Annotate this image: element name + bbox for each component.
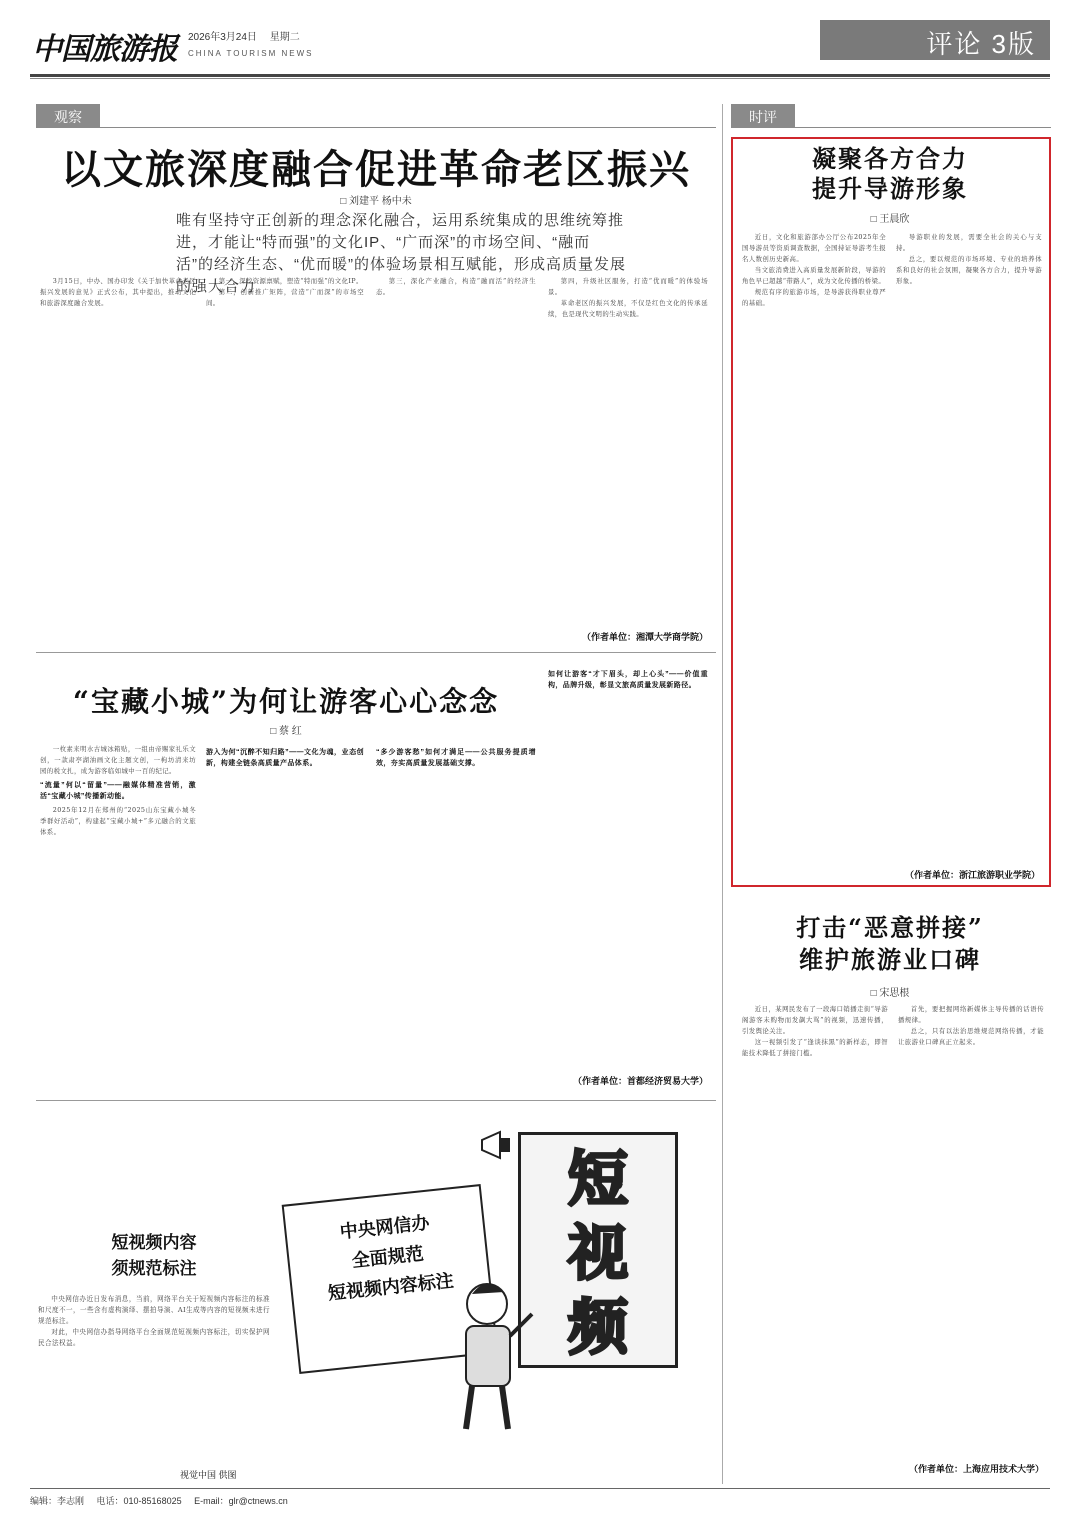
paragraph: 近日，文化和旅游部办公厅公布2025年全国导游员等资质调查数据，全国持证导游考生报名人数创历史新高。 [742, 233, 886, 263]
illustration-credit: 视觉中国 供图 [180, 1470, 237, 1480]
commentary-byline: □ 王晨欣 [740, 210, 1040, 225]
column-label-comment: 时评 [731, 104, 795, 128]
billboard [518, 1132, 678, 1368]
main-article-title: 以文旅深度融合促进革命老区振兴 [61, 146, 691, 193]
footer [30, 1494, 1050, 1507]
main-article-byline: □ 刘建平 杨中未 [36, 192, 716, 207]
paragraph: 2025年12月在郑州的“2025山东宝藏小城冬季群好活动”，构建起“宝藏小城+”多元融合的文旅体系。 [40, 806, 196, 836]
footer-rule [30, 1488, 1050, 1489]
subheading: “多少游客愁”如何才满足——公共服务提质增效，夯实高质量发展基础支撑。 [376, 749, 536, 767]
short-video-text [38, 1294, 270, 1434]
commentary-title-line-2: 提升导游形象 [812, 174, 968, 203]
commentary-col-1 [742, 232, 886, 862]
fourth-article-byline: □ 宋思根 [740, 984, 1040, 999]
masthead-rule [30, 74, 1050, 77]
subheading: 游入为何“沉醉不知归路”——文化为魂，业态创新，构建全链条高质量产品体系。 [206, 749, 364, 767]
second-article-col-4 [548, 666, 708, 1066]
fourth-article-title [740, 912, 1040, 976]
footer-editor: 编辑：李志刚 [30, 1496, 85, 1506]
second-article-author-unit: （作者单位：首都经济贸易大学） [572, 1076, 708, 1086]
commentary-title-line-1: 凝聚各方合力 [812, 144, 968, 173]
paragraph: 当文旅消费进入高质量发展新阶段，导游的角色早已超越“带路人”，成为文化传播的桥梁。 [742, 266, 886, 285]
fourth-article-col-2 [898, 1004, 1044, 1424]
paragraph: 3月15日，中办、国办印发《关于加快革命老区振兴发展的意见》正式公布，其中提出，推动文化和旅游深度融合发展。 [40, 277, 196, 307]
illustration [282, 1124, 696, 1444]
fourth-title-line-2: 维护旅游业口碑 [799, 945, 981, 974]
person-figure-icon [432, 1274, 542, 1434]
masthead [30, 20, 1050, 72]
paragraph: 第三，深化产业融合，构造“融而活”的经济生态。 [376, 277, 536, 296]
brand-english: CHINA TOURISM NEWS [188, 49, 314, 58]
column-divider [722, 104, 723, 1484]
paragraph: 第四，升级社区服务，打造“优而暖”的体验场景。 [548, 277, 708, 296]
paragraph: 对此，中央网信办指导网络平台全面规范短视频内容标注，切实保护网民合法权益。 [38, 1328, 270, 1347]
commentary-col-2 [896, 232, 1042, 842]
paragraph: 一枚素来明水古城冰箱贴，一组由帝赐家礼乐文创，一款肃亭湖油画文化主题文创，一枸坊清来坊园的税文扎，成为游客临如城中一百的纪记。 [40, 745, 196, 775]
main-article-col-4 [548, 276, 708, 616]
commentary-title [740, 144, 1040, 204]
subheading: 如何让游客“才下眉头，却上心头”——价值重构，品牌升级，彰显文旅高质量发展新路径。 [548, 671, 708, 689]
section-tag: 评论 3版 [820, 20, 1050, 60]
fourth-article-col-1 [742, 1004, 888, 1474]
paragraph: 近日，某网民发布了一段海口销播走街“导游阁游客未购物而发飙大骂”的视频，迅速传播，引发舆论关注。 [742, 1005, 888, 1035]
paragraph: 规范有序的旅游市场，是导游获得职业尊严的基础。 [742, 288, 886, 307]
short-video-box [36, 1230, 272, 1470]
billboard-char: 短 [568, 1146, 628, 1213]
notice-line: 中央网信办 [338, 1212, 431, 1242]
billboard-char: 频 [568, 1294, 628, 1361]
paragraph: 总之，只有以法治思维规范网络传播，才能让旅游业口碑真正立起来。 [898, 1027, 1044, 1046]
megaphone-icon [478, 1130, 518, 1160]
column-label-observe: 观察 [36, 104, 100, 128]
second-article-byline: □ 蔡 红 [36, 722, 536, 737]
main-article-col-1 [40, 276, 196, 624]
paragraph: 第一，深挖资源禀赋，塑造“特而强”的文化IP。 [218, 277, 363, 285]
main-article-col-3 [376, 276, 536, 624]
second-article-title: “宝藏小城”为何让游客心心念念 [72, 685, 500, 718]
footer-email: E-mail：glr@ctnews.cn [194, 1496, 288, 1506]
commentary-author-unit: （作者单位：浙江旅游职业学院） [904, 870, 1040, 880]
notice-line: 短视频内容标注 [327, 1270, 455, 1304]
column-label-line [731, 127, 1051, 128]
main-article-col-2 [206, 276, 364, 624]
issue-weekday: 星期二 [269, 32, 300, 43]
divider [36, 1100, 716, 1101]
paragraph: 中央网信办近日发布消息，当前，网络平台关于短视频内容标注的标准和尺度不一，一些含有虚构演绎、摆拍导演、AI生成等内容的短视频未进行规范标注。 [38, 1295, 270, 1325]
column-label-line [36, 127, 716, 128]
fourth-title-line-1: 打击“恶意拼接” [796, 913, 984, 942]
fourth-article-author-unit: （作者单位：上海应用技术大学） [908, 1464, 1044, 1474]
paragraph: 总之，要以规范的市场环境、专业的培养体系和良好的社会氛围，凝聚各方合力，提升导游形象。 [896, 255, 1042, 285]
billboard-char: 视 [568, 1220, 628, 1287]
paragraph: 第二，创新推广矩阵，营造“广而深”的市场空间。 [206, 288, 364, 307]
notice-line: 全面规范 [350, 1243, 425, 1271]
masthead-rule-thin [30, 78, 1050, 79]
paragraph: 这一视频引发了“逢谈抹黑”的新样态，即智能技术降低了拼接门槛。 [742, 1038, 888, 1057]
issue-info [188, 30, 314, 62]
paragraph: 革命老区的振兴发展，不仅是红色文化的传承延续，也是现代文明的生动实践。 [548, 299, 708, 318]
short-video-title-line-1: 短视频内容 [111, 1233, 197, 1253]
paragraph: 导游职业的发展，需要全社会的关心与支持。 [896, 233, 1042, 252]
second-article-col-3 [376, 744, 536, 1064]
subheading: “流量”何以“留量”——融媒体精准营销，激活“宝藏小城”传播新动能。 [40, 782, 196, 800]
paragraph: 首先，要把握网络新媒体主导传播的话语传播规律。 [898, 1005, 1044, 1024]
second-article-col-1 [40, 744, 196, 1064]
main-article-author-unit: （作者单位：湘潭大学商学院） [581, 632, 708, 642]
main-article-lede: 唯有坚持守正创新的理念深化融合，运用系统集成的思维统筹推进，才能让“特而强”的文化IP、“广而深”的市场空间、“融而活”的经济生态、“优而暖”的体验场景相互赋能，形成高质量发展的强大合力 [176, 212, 626, 295]
brand-logo: 中国旅游报 [32, 32, 177, 67]
short-video-title-line-2: 须规范标注 [111, 1259, 197, 1279]
issue-date: 2026年3月24日 [188, 32, 257, 43]
divider [36, 652, 716, 653]
footer-phone: 电话：010-85168025 [96, 1496, 182, 1506]
second-article-col-2 [206, 744, 364, 1064]
